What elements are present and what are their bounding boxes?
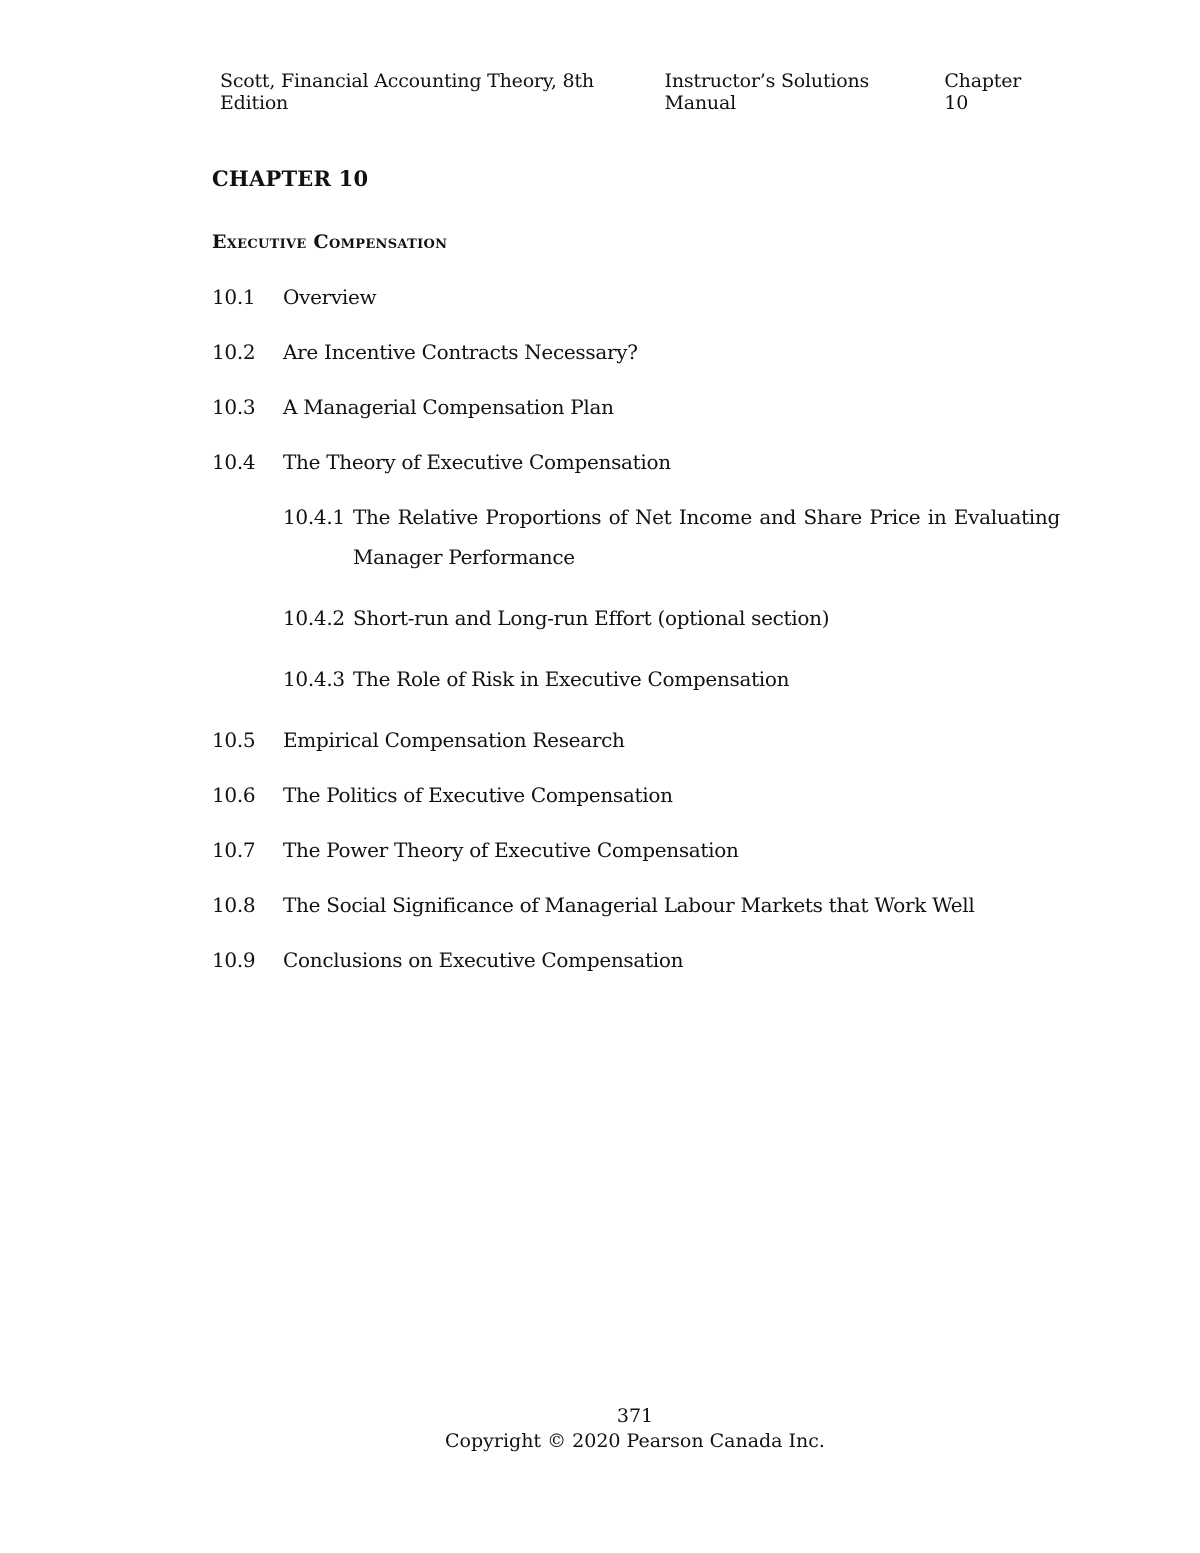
page-number: 371 <box>616 1405 654 1427</box>
toc-item <box>212 393 1060 421</box>
toc-subitem-number: 10.4.2 <box>283 606 345 630</box>
section-heading: Executive Compensation <box>212 231 448 253</box>
copyright-notice: Copyright © 2020 Pearson Canada Inc. <box>445 1430 825 1452</box>
toc-item-title: The Theory of Executive Compensation <box>283 450 671 474</box>
toc-item <box>212 891 1060 919</box>
toc-subitem-number: 10.4.1 <box>283 505 345 529</box>
chapter-title: CHAPTER 10 <box>212 166 369 191</box>
toc-item <box>212 836 1060 864</box>
toc-item-number: 10.8 <box>212 893 256 917</box>
toc-item-number: 10.5 <box>212 728 256 752</box>
toc-subitem-title: The Relative Proportions of Net Income and Share Price in Evaluating Manager Performance <box>353 505 1060 569</box>
toc-subitem-title: Short-run and Long-run Effort (optional section) <box>353 606 830 630</box>
toc-item <box>212 283 1060 311</box>
toc-item-title: The Power Theory of Executive Compensation <box>283 838 739 862</box>
toc-item-title: The Politics of Executive Compensation <box>283 783 673 807</box>
toc-item-number: 10.2 <box>212 340 256 364</box>
toc-item <box>212 946 1060 974</box>
toc-item-number: 10.3 <box>212 395 256 419</box>
toc-subitem <box>283 604 1060 638</box>
toc-item-title: Conclusions on Executive Compensation <box>283 948 684 972</box>
toc-item-title: Are Incentive Contracts Necessary? <box>283 340 638 364</box>
toc-subitem-title: The Role of Risk in Executive Compensation <box>353 667 790 691</box>
header-manual-title: Instructor’s Solutions Manual <box>664 70 870 114</box>
toc-item <box>212 726 1060 754</box>
toc-item <box>212 338 1060 366</box>
header-book-title: Scott, Financial Accounting Theory, 8th Edition <box>220 70 594 114</box>
header-chapter: Chapter 10 <box>944 70 1022 114</box>
toc-item-number: 10.9 <box>212 948 256 972</box>
table-of-contents <box>212 283 1060 1001</box>
toc-item-number: 10.1 <box>212 285 256 309</box>
page-footer <box>0 1404 1200 1454</box>
running-header <box>220 70 1050 114</box>
toc-item <box>212 781 1060 809</box>
toc-item-number: 10.4 <box>212 450 256 474</box>
toc-item-title: The Social Significance of Managerial Labour Markets that Work Well <box>283 893 975 917</box>
toc-item <box>212 448 1060 476</box>
toc-item-title: Overview <box>283 285 377 309</box>
toc-item-number: 10.6 <box>212 783 256 807</box>
toc-item-number: 10.7 <box>212 838 256 862</box>
toc-subitem <box>283 665 1060 699</box>
toc-item-title: Empirical Compensation Research <box>283 728 625 752</box>
toc-subitem-number: 10.4.3 <box>283 667 345 691</box>
toc-item-title: A Managerial Compensation Plan <box>283 395 614 419</box>
toc-subitem <box>283 503 1060 577</box>
